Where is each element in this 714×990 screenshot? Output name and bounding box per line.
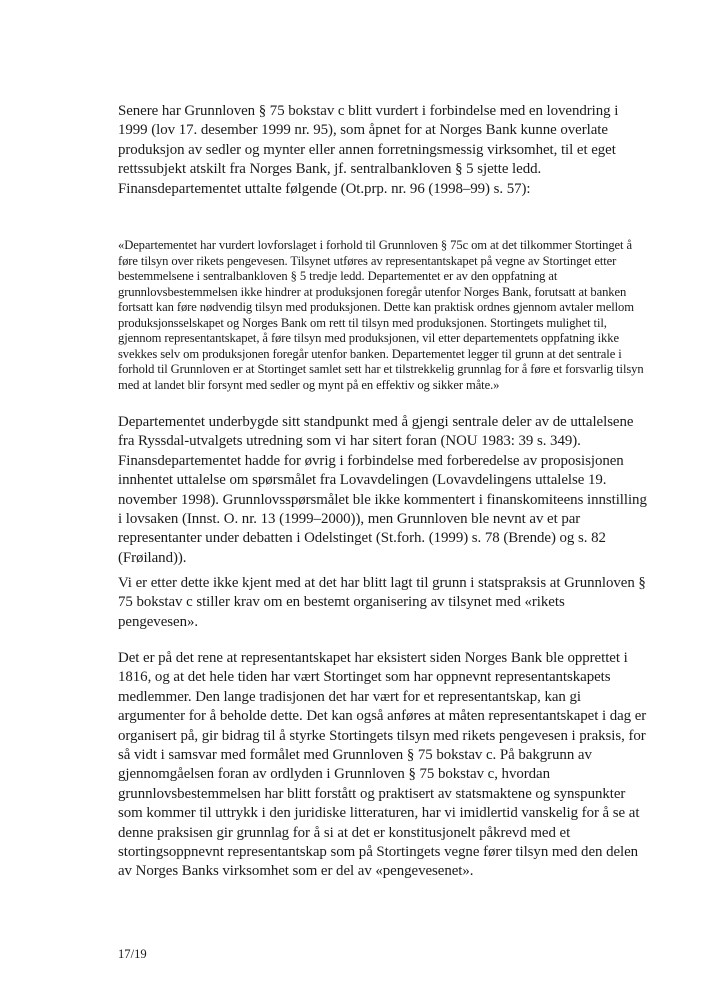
body-paragraph-1: Senere har Grunnloven § 75 bokstav c blitt vurdert i forbindelse med en lovendring i 1999 (lov 17. desember 1999 nr. 95), som åpnet for at Norges Bank kunne overlate produksjon av sedler og mynter eller annen forretningsmessig virksomhet, til et eget rettssubjekt atskilt fra Norges Bank, jf. sentralbankloven § 5 sjette ledd. Finansdepartementet uttalte følgende (Ot.prp. nr. 96 (1998–99) s. 57):	[118, 103, 619, 197]
body-paragraph-3: Vi er etter dette ikke kjent med at det har blitt lagt til grunn i statspraksis at Grunnloven § 75 bokstav c stiller krav om en bestemt organisering av tilsynet med «rikets pengevesen».	[118, 575, 646, 630]
block-quote: «Departementet har vurdert lovforslaget i forhold til Grunnloven § 75c om at det tilkommer Stortinget å føre tilsyn over rikets pengevesen. Tilsynet utføres av representantskapet på vegne av Stortinget etter bestemmelsene i sentralbankloven § 5 tredje ledd. Departementet er av den oppfatning at grunnlovsbestemmelsen ikke hindrer at produksjonen foregår utenfor Norges Bank, forutsatt at banken fortsatt kan føre nødvendig tilsyn med produksjonen. Dette kan praktisk ordnes gjennom avtaler mellom produksjonsselskapet og Norges Bank om rett til tilsyn med produksjonen. Stortingets mulighet til, gjennom representantskapet, å føre tilsyn med produksjonen, vil etter departementets oppfatning ikke svekkes selv om produksjonen foregår utenfor banken. Departementet legger til grunn at det sentrale i forhold til Grunnloven er at Stortinget samlet sett har et tilstrekkelig grunnlag for å føre et forsvarlig tilsyn med at landet blir forsynt med sedler og mynt på en effektiv og sikker måte.»	[118, 238, 644, 392]
body-paragraph-4: Det er på det rene at representantskapet har eksistert siden Norges Bank ble opprettet i 1816, og at det hele tiden har vært Stortinget som har oppnevnt representantskapets medlemmer. Den lange tradisjonen det har vært for et representantskap, kan gi argumenter for å beholde dette. Det kan også anføres at måten representantskapet i dag er organisert på, gir bidrag til å styrke Stortingets tilsyn med rikets pengevesen i praksis, for så vidt i samsvar med formålet med Grunnloven § 75 bokstav c. På bakgrunn av gjennomgåelsen foran av ordlyden i Grunnloven § 75 bokstav c, hvordan grunnlovsbestemmelsen har blitt forstått og praktisert av statsmaktene og synspunkter som kommer til uttrykk i den juridiske litteraturen, har vi imidlertid vanskelig for å se at denne praksisen gir grunnlag for å si at det er konstitusjonelt påkrevd med et stortingsoppnevnt representantskap som på Stortingets vegne fører tilsyn med den delen av Norges Banks virksomhet som er del av «pengevesenet».	[118, 650, 647, 880]
body-paragraph-2: Departementet underbygde sitt standpunkt med å gjengi sentrale deler av de uttalelsene fra Ryssdal-utvalgets utredning som vi har sitert foran (NOU 1983: 39 s. 349). Finansdepartementet hadde for øvrig i forbindelse med forberedelse av proposisjonen innhentet uttalelse om spørsmålet fra Lovavdelingen (Lovavdelingens uttalelse 19. november 1998). Grunnlovsspørsmålet ble ikke kommentert i finanskomiteens innstilling i lovsaken (Innst. O. nr. 13 (1999–2000)), men Grunnloven ble nevnt av et par representanter under debatten i Odelstinget (St.forh. (1999) s. 78 (Brende) og s. 82 (Frøiland)).	[118, 414, 647, 566]
page-number: 17/19	[118, 947, 147, 961]
